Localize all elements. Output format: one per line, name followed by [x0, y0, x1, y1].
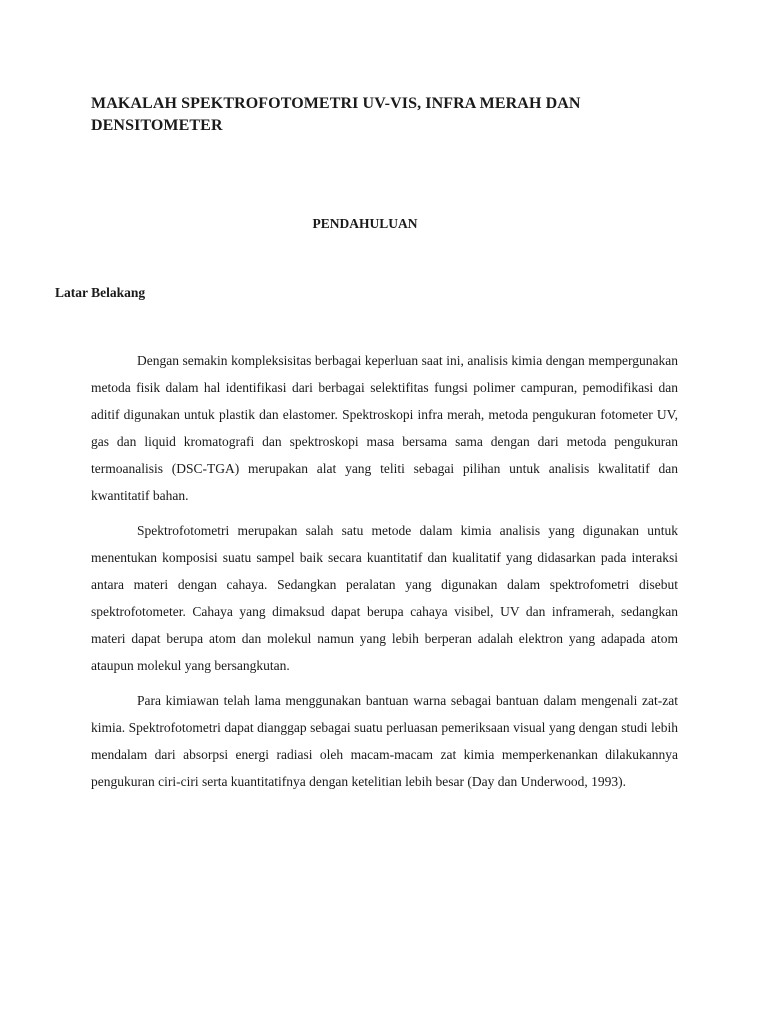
document-title: MAKALAH SPEKTROFOTOMETRI UV-VIS, INFRA MERAH DAN DENSITOMETER: [91, 95, 581, 134]
section-heading: PENDAHULUAN: [312, 216, 418, 231]
paragraph-3: Para kimiawan telah lama menggunakan bantuan warna sebagai bantuan dalam mengenali zat-zat kimia. Spektrofotometri dapat dianggap sebagai suatu perluasan pemeriksaan visual yang dengan studi lebih mendalam dari absorpsi energi radiasi oleh macam-macam zat kimia memperkenankan dilakukannya pengukuran ciri-ciri serta kuantitatifnya dengan ketelitian lebih besar (Day dan Underwood, 1993).: [91, 693, 678, 789]
document-body: [91, 347, 678, 803]
paragraph-2: Spektrofotometri merupakan salah satu metode dalam kimia analisis yang digunakan untuk menentukan komposisi suatu sampel baik secara kuantitatif dan kualitatif yang didasarkan pada interaksi antara materi dengan cahaya. Sedangkan peralatan yang digunakan dalam spektrofometri disebut spektrofotometer. Cahaya yang dimaksud dapat berupa cahaya visibel, UV dan inframerah, sedangkan materi dapat berupa atom dan molekul namun yang lebih berperan adalah elektron yang adapada atom ataupun molekul yang bersangkutan.: [91, 523, 678, 673]
paragraph-1: Dengan semakin kompleksisitas berbagai keperluan saat ini, analisis kimia dengan mempergunakan metoda fisik dalam hal identifikasi dari berbagai selektifitas fungsi polimer campuran, pemodifikasi dan aditif digunakan untuk plastik dan elastomer. Spektroskopi infra merah, metoda pengukuran fotometer UV, gas dan liquid kromatografi dan spektroskopi masa bersama sama dengan dari metoda pengukuran termoanalisis (DSC-TGA) merupakan alat yang teliti sebagai pilihan untuk analisis kwalitatif dan kwantitatif bahan.: [91, 353, 678, 503]
sub-heading: Latar Belakang: [55, 285, 146, 300]
